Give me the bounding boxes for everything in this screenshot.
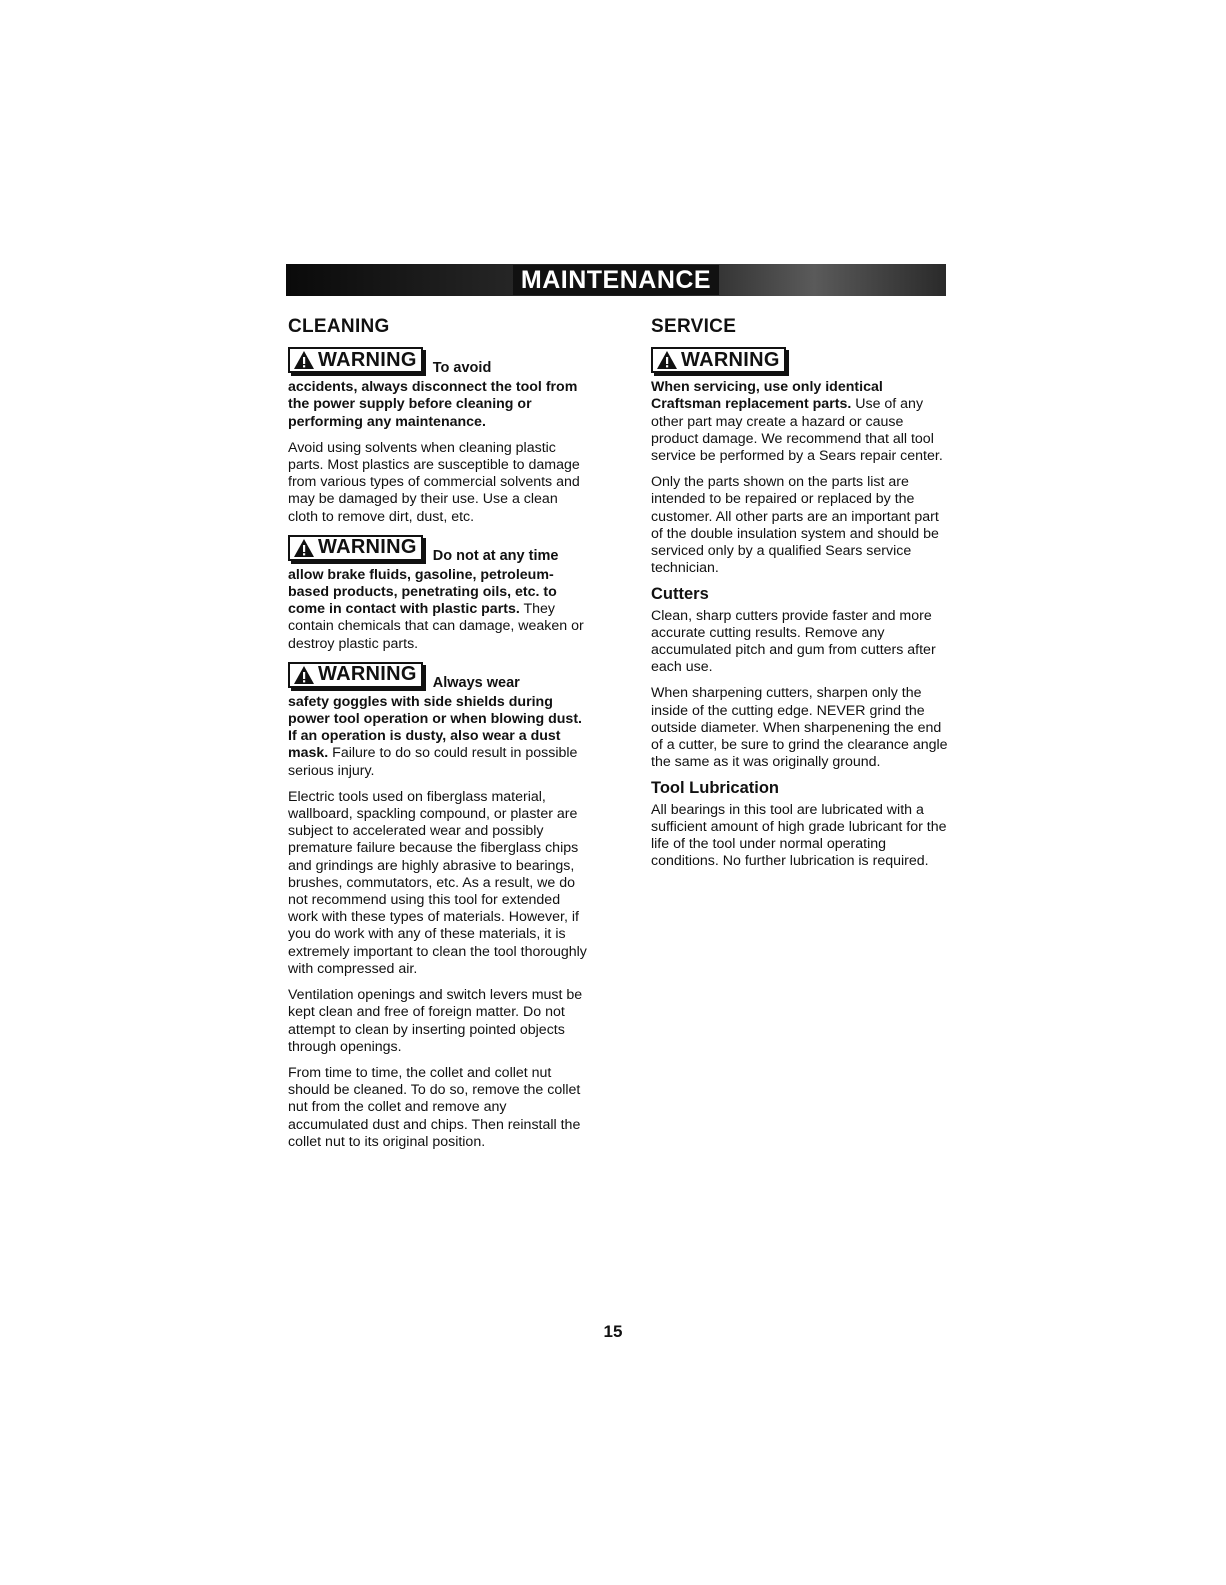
warning-text: safety goggles with side shields during power tool operation or when blowing dust. If an operation is dusty, also wear a dust mask. <box>288 693 582 762</box>
warning-text-rest: They contain chemicals that can damage, weaken or destroy plastic parts. <box>288 601 584 652</box>
warning-label: WARNING <box>681 348 780 371</box>
paragraph: Avoid using solvents when cleaning plastic parts. Most plastics are susceptible to damage from various types of commercial solvents and may be damaged by their use. Use a clean cloth to remove dirt, dust, etc. <box>288 439 580 525</box>
warning-label: WARNING <box>318 348 417 371</box>
warning-block-service <box>651 347 951 465</box>
warning-badge <box>288 535 423 561</box>
section-banner <box>286 264 946 296</box>
paragraph: Only the parts shown on the parts list are intended to be repaired or replaced by the customer. All other parts are an important part of the double insulation system and should be serviced only by a qualified Sears service technician. <box>651 474 939 577</box>
warning-text: allow brake fluids, gasoline, petroleum-based products, penetrating oils, etc. to come in contact with plastic parts. <box>288 566 557 618</box>
cleaning-title: CLEANING <box>288 316 390 337</box>
page-number: 15 <box>603 1322 623 1341</box>
paragraph: Ventilation openings and switch levers must be kept clean and free of foreign matter. Do not attempt to clean by inserting pointed objects through openings. <box>288 987 583 1055</box>
service-title: SERVICE <box>651 316 737 337</box>
lubrication-title: Tool Lubrication <box>651 779 780 798</box>
warning-triangle-icon <box>293 665 315 685</box>
paragraph: Electric tools used on fiberglass material, wallboard, spackling compound, or plaster are subject to accelerated wear and possibly premature failure because the fiberglass chips and grindings are highly abrasive to bearings, brushes, commutators, etc. As a result, we do not recommend using this tool for extended work with these types of materials. However, if you do work with any of these materials, it is extremely important to clean the tool thoroughly with compressed air. <box>288 788 587 977</box>
warning-badge <box>288 662 423 688</box>
warning-triangle-icon <box>656 350 678 370</box>
paragraph: From time to time, the collet and collet nut should be cleaned. To do so, remove the collet nut from the collet and remove any accumulated dust and chips. Then reinstall the collet nut to its original position. <box>288 1064 581 1150</box>
cutters-title: Cutters <box>651 585 709 604</box>
paragraph: Clean, sharp cutters provide faster and more accurate cutting results. Remove any accumulated pitch and gum from cutters after each use. <box>651 607 936 676</box>
service-column <box>651 318 951 879</box>
paragraph: When sharpening cutters, sharpen only the inside of the cutting edge. NEVER grind the outside diameter. When sharpenening the end of a cutter, be sure to grind the clearance angle the same as it was originally ground. <box>651 685 948 771</box>
warning-block-goggles <box>288 662 588 780</box>
warning-triangle-icon <box>293 350 315 370</box>
warning-text: accidents, always disconnect the tool from the power supply before cleaning or performing any maintenance. <box>288 379 578 430</box>
warning-label: WARNING <box>318 536 417 559</box>
warning-lead: Do not at any time <box>432 547 559 564</box>
warning-badge <box>651 347 786 373</box>
warning-badge <box>288 347 423 373</box>
warning-block-fluids <box>288 535 588 653</box>
warning-triangle-icon <box>293 538 315 558</box>
cleaning-column <box>288 318 588 1160</box>
warning-text: When servicing, use only identical Craftsman replacement parts. <box>651 379 883 413</box>
paragraph: All bearings in this tool are lubricated with a sufficient amount of high grade lubricant for the life of the tool under normal operating conditions. No further lubrication is required. <box>651 801 947 870</box>
warning-block-disconnect <box>288 347 588 431</box>
warning-text-rest: Use of any other part may create a hazard or cause product damage. We recommend that all tool service be performed by a Sears repair center. <box>651 396 943 465</box>
banner-title: MAINTENANCE <box>513 265 719 295</box>
warning-lead: To avoid <box>432 360 492 376</box>
warning-text-rest: Failure to do so could result in possible serious injury. <box>288 745 578 779</box>
warning-label: WARNING <box>318 663 417 686</box>
warning-lead: Always wear <box>432 674 520 691</box>
